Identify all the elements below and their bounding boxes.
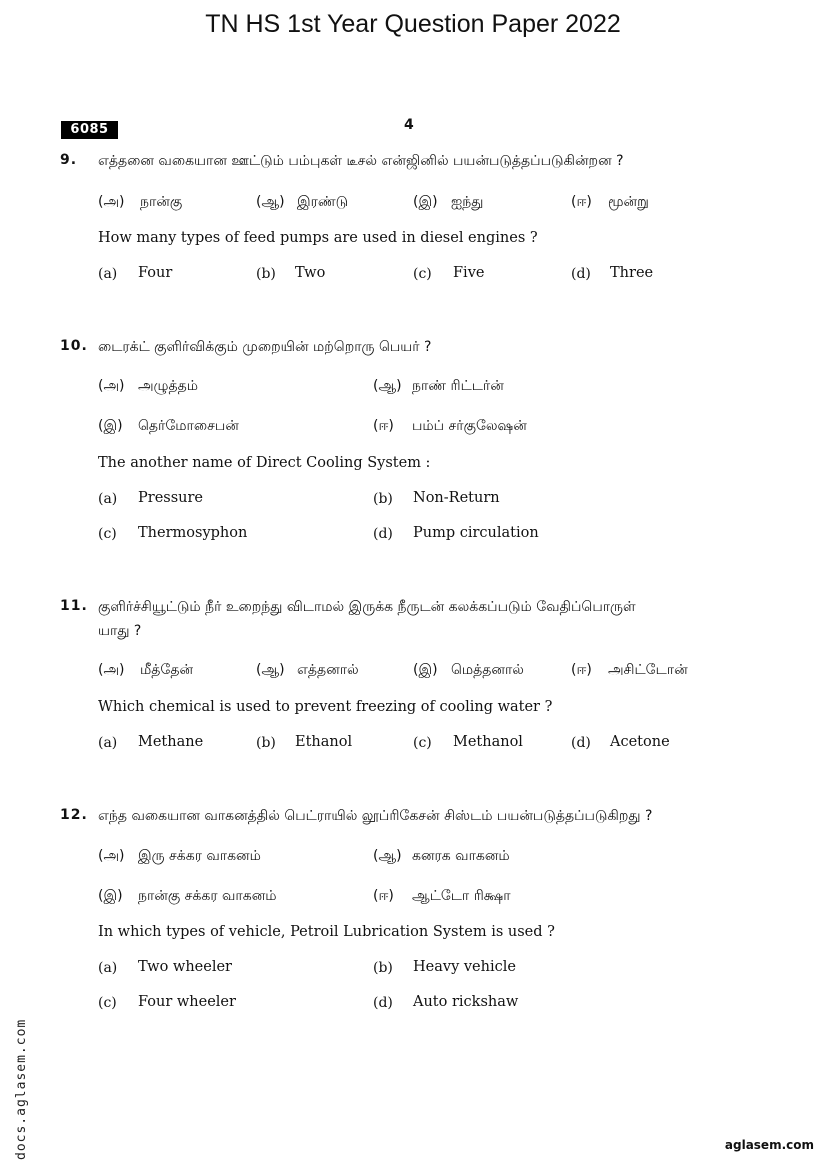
tamil-option-label: (ஆ) bbox=[256, 662, 285, 678]
english-option-text: Methanol bbox=[453, 734, 523, 750]
english-option-label: (b) bbox=[256, 266, 276, 282]
question-number: 12. bbox=[60, 807, 88, 823]
tamil-option-text: ஆட்டோ ரிக்ஷா bbox=[412, 888, 511, 904]
english-option-text: Three bbox=[610, 265, 654, 281]
tamil-option-label: (அ) bbox=[98, 194, 125, 210]
english-option-text: Acetone bbox=[610, 734, 670, 750]
tamil-option-text: எத்தனால் bbox=[297, 662, 359, 678]
english-option-text: Five bbox=[453, 265, 485, 281]
tamil-option-label: (ஈ) bbox=[373, 888, 394, 904]
tamil-option-text: கனரக வாகனம் bbox=[412, 848, 510, 864]
tamil-option-text: தெர்மோசைபன் bbox=[138, 418, 239, 434]
english-option-text: Two wheeler bbox=[138, 959, 232, 975]
english-option-text: Thermosyphon bbox=[138, 525, 248, 541]
english-option-label: (a) bbox=[98, 735, 118, 751]
english-option-label: (c) bbox=[413, 266, 432, 282]
tamil-option-label: (இ) bbox=[98, 418, 123, 434]
page-number: 4 bbox=[404, 117, 414, 133]
english-option-label: (d) bbox=[571, 266, 591, 282]
tamil-option-label: (ஈ) bbox=[571, 194, 592, 210]
tamil-option-text: மீத்தேன் bbox=[140, 662, 194, 678]
question-number: 9. bbox=[60, 152, 78, 168]
english-option-text: Four bbox=[138, 265, 173, 281]
english-option-label: (a) bbox=[98, 491, 118, 507]
tamil-option-text: அசிட்டோன் bbox=[608, 662, 688, 678]
english-option-label: (d) bbox=[373, 526, 393, 542]
footer-brand: aglasem.com bbox=[724, 1138, 814, 1152]
tamil-option-text: நான்கு சக்கர வாகனம் bbox=[138, 888, 277, 904]
tamil-option-label: (அ) bbox=[98, 848, 125, 864]
tamil-option-label: (அ) bbox=[98, 378, 125, 394]
tamil-option-label: (இ) bbox=[413, 662, 438, 678]
english-option-label: (a) bbox=[98, 960, 118, 976]
english-option-text: Non-Return bbox=[413, 490, 500, 506]
tamil-option-label: (ஆ) bbox=[373, 848, 402, 864]
english-option-label: (b) bbox=[373, 491, 393, 507]
tamil-option-label: (இ) bbox=[98, 888, 123, 904]
english-option-label: (c) bbox=[98, 526, 117, 542]
tamil-option-text: இரண்டு bbox=[297, 194, 349, 210]
tamil-option-text: ஐந்து bbox=[451, 194, 484, 210]
tamil-option-text: மெத்தனால் bbox=[451, 662, 524, 678]
english-option-text: Auto rickshaw bbox=[413, 994, 519, 1010]
english-option-label: (d) bbox=[373, 995, 393, 1011]
english-option-label: (b) bbox=[256, 735, 276, 751]
english-option-label: (a) bbox=[98, 266, 118, 282]
tamil-option-text: நாண் ரிட்டர்ன் bbox=[412, 378, 504, 394]
tamil-option-label: (இ) bbox=[413, 194, 438, 210]
question-number: 11. bbox=[60, 598, 88, 614]
english-question-text: The another name of Direct Cooling System : bbox=[98, 455, 431, 471]
english-option-text: Ethanol bbox=[295, 734, 353, 750]
english-question-text: Which chemical is used to prevent freezing of cooling water ? bbox=[98, 699, 553, 715]
tamil-option-text: மூன்று bbox=[608, 194, 649, 210]
english-option-text: Four wheeler bbox=[138, 994, 236, 1010]
side-watermark: docs.aglasem.com bbox=[14, 1018, 29, 1160]
tamil-option-text: நான்கு bbox=[140, 194, 183, 210]
tamil-question-text: எந்த வகையான வாகனத்தில் பெட்ராயில் லூப்ரிகேசன் சிஸ்டம் பயன்படுத்தப்படுகிறது ? bbox=[98, 808, 653, 824]
english-question-text: In which types of vehicle, Petroil Lubrication System is used ? bbox=[98, 924, 555, 940]
tamil-question-text: எத்தனை வகையான ஊட்டும் பம்புகள் டீசல் என்ஜினில் பயன்படுத்தப்படுகின்றன ? bbox=[98, 153, 624, 169]
tamil-option-label: (ஆ) bbox=[256, 194, 285, 210]
english-option-label: (c) bbox=[413, 735, 432, 751]
english-option-text: Pump circulation bbox=[413, 525, 539, 541]
english-option-label: (c) bbox=[98, 995, 117, 1011]
english-question-text: How many types of feed pumps are used in diesel engines ? bbox=[98, 230, 538, 246]
page-title: TN HS 1st Year Question Paper 2022 bbox=[205, 10, 621, 38]
english-option-label: (b) bbox=[373, 960, 393, 976]
english-option-label: (d) bbox=[571, 735, 591, 751]
english-option-text: Two bbox=[295, 265, 326, 281]
english-option-text: Heavy vehicle bbox=[413, 959, 516, 975]
tamil-question-text: டைரக்ட் குளிர்விக்கும் முறையின் மற்றொரு பெயர் ? bbox=[98, 339, 432, 355]
english-option-text: Pressure bbox=[138, 490, 204, 506]
tamil-option-label: (அ) bbox=[98, 662, 125, 678]
tamil-option-text: பம்ப் சர்குலேஷன் bbox=[412, 418, 527, 434]
paper-code-badge: 6085 bbox=[61, 121, 118, 139]
tamil-question-text: குளிர்ச்சியூட்டும் நீர் உறைந்து விடாமல் இருக்க நீருடன் கலக்கப்படும் வேதிப்பொருள் bbox=[98, 599, 636, 615]
tamil-option-label: (ஆ) bbox=[373, 378, 402, 394]
tamil-option-label: (ஈ) bbox=[373, 418, 394, 434]
tamil-option-text: அழுத்தம் bbox=[138, 378, 199, 394]
english-option-text: Methane bbox=[138, 734, 204, 750]
question-number: 10. bbox=[60, 338, 88, 354]
tamil-option-label: (ஈ) bbox=[571, 662, 592, 678]
tamil-question-text-continued: யாது ? bbox=[98, 623, 142, 639]
tamil-option-text: இரு சக்கர வாகனம் bbox=[138, 848, 261, 864]
